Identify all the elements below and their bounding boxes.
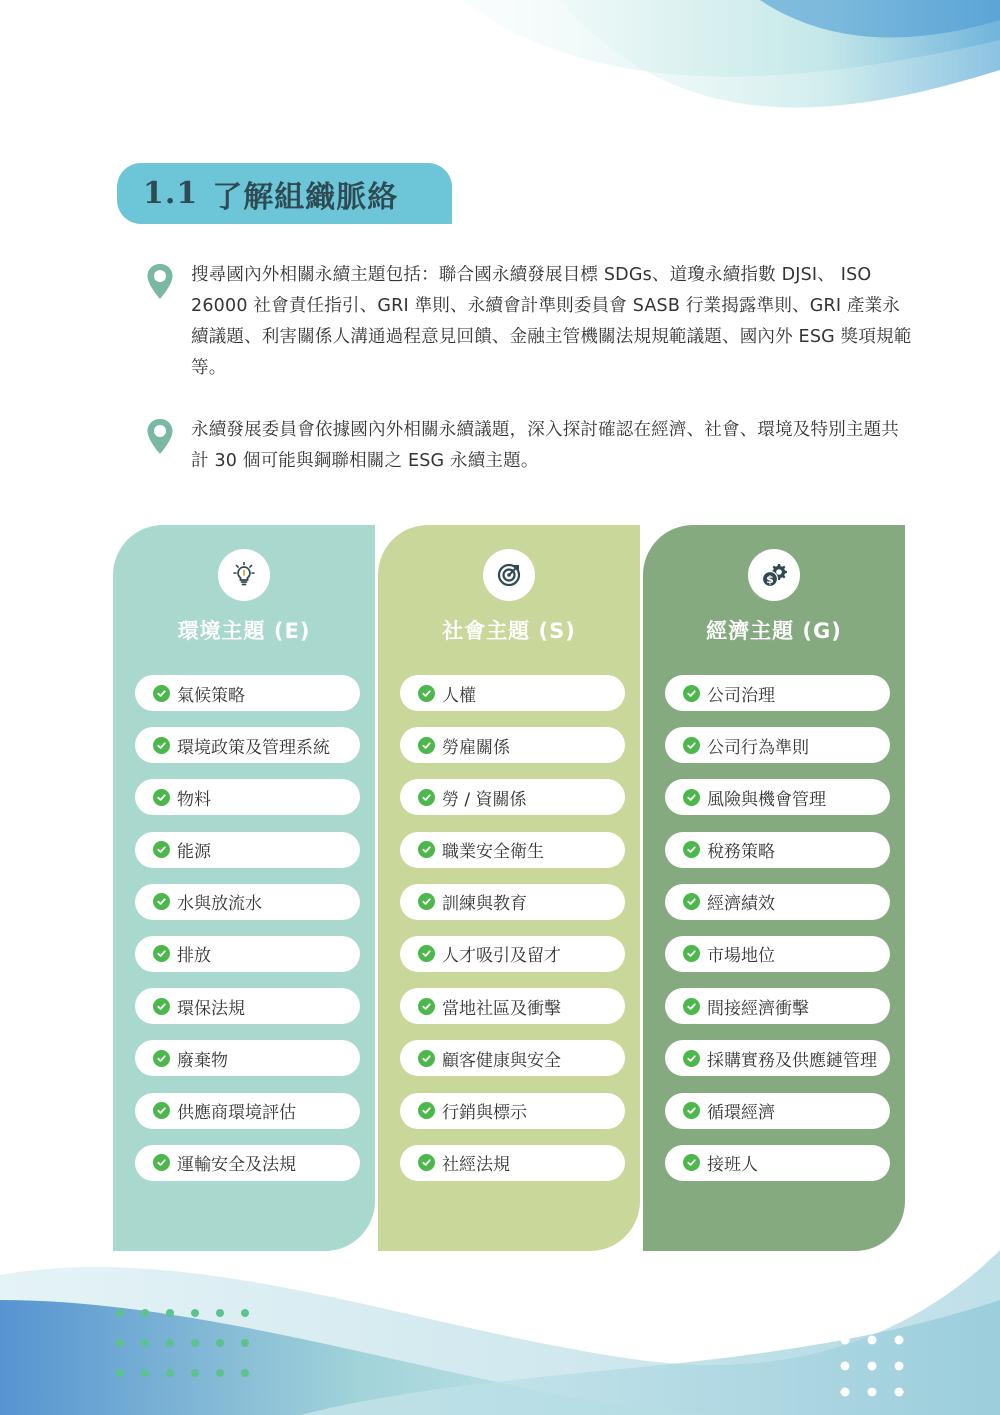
list-item: 人權	[400, 675, 625, 711]
social-column	[378, 525, 640, 1251]
list-item: 經濟績效	[665, 884, 890, 920]
list-item: 市場地位	[665, 936, 890, 972]
list-item: 氣候策略	[135, 675, 360, 711]
section-title-bar	[117, 163, 452, 224]
check-icon	[683, 789, 700, 806]
check-icon	[418, 841, 435, 858]
list-item: 採購實務及供應鏈管理	[665, 1040, 890, 1076]
list-item: 運輸安全及法規	[135, 1145, 360, 1181]
check-icon	[418, 1102, 435, 1119]
check-icon	[153, 998, 170, 1015]
list-item: 風險與機會管理	[665, 779, 890, 815]
check-icon	[683, 685, 700, 702]
money-gear-icon	[748, 549, 800, 601]
list-item: 物料	[135, 779, 360, 815]
list-item: 行銷與標示	[400, 1093, 625, 1129]
list-item: 職業安全衛生	[400, 832, 625, 868]
list-item: 稅務策略	[665, 832, 890, 868]
paragraph-2	[145, 415, 915, 477]
check-icon	[683, 998, 700, 1015]
check-icon	[418, 685, 435, 702]
column-title: 環境主題 (E)	[177, 619, 311, 643]
list-item: 接班人	[665, 1145, 890, 1181]
check-icon	[683, 1102, 700, 1119]
check-icon	[683, 893, 700, 910]
section-number: 1.1	[143, 176, 199, 211]
svg-text:$: $	[766, 573, 774, 586]
topic-list	[400, 675, 625, 1197]
check-icon	[418, 998, 435, 1015]
check-icon	[683, 1154, 700, 1171]
check-icon	[153, 1102, 170, 1119]
check-icon	[683, 841, 700, 858]
check-icon	[683, 737, 700, 754]
check-icon	[418, 1154, 435, 1171]
list-item: 顧客健康與安全	[400, 1040, 625, 1076]
list-item: 人才吸引及留才	[400, 936, 625, 972]
column-title: 社會主題 (S)	[442, 619, 576, 643]
list-item: 訓練與教育	[400, 884, 625, 920]
location-pin-icon	[145, 417, 175, 457]
check-icon	[683, 1050, 700, 1067]
check-icon	[153, 841, 170, 858]
paragraph-1	[145, 260, 915, 384]
check-icon	[418, 1050, 435, 1067]
check-icon	[153, 893, 170, 910]
check-icon	[153, 685, 170, 702]
white-dot-grid	[841, 1258, 904, 1397]
location-pin-icon	[145, 262, 175, 302]
list-item: 間接經濟衝擊	[665, 988, 890, 1024]
environment-column	[113, 525, 375, 1251]
check-icon	[153, 737, 170, 754]
check-icon	[153, 1154, 170, 1171]
list-item: 循環經濟	[665, 1093, 890, 1129]
list-item: 社經法規	[400, 1145, 625, 1181]
check-icon	[418, 945, 435, 962]
check-icon	[153, 1050, 170, 1067]
check-icon	[153, 789, 170, 806]
lightbulb-icon	[218, 549, 270, 601]
list-item: 公司治理	[665, 675, 890, 711]
list-item: 勞 / 資關係	[400, 779, 625, 815]
check-icon	[418, 737, 435, 754]
target-icon	[483, 549, 535, 601]
check-icon	[418, 789, 435, 806]
column-title: 經濟主題 (G)	[706, 619, 842, 643]
topic-list	[135, 675, 360, 1197]
list-item: 供應商環境評估	[135, 1093, 360, 1129]
green-dot-grid	[116, 1309, 249, 1377]
economic-column	[643, 525, 905, 1251]
list-item: 環境政策及管理系統	[135, 727, 360, 763]
section-title: 了解組織脈絡	[212, 179, 399, 215]
bottom-wave	[0, 1250, 1000, 1415]
check-icon	[153, 945, 170, 962]
list-item: 水與放流水	[135, 884, 360, 920]
list-item: 環保法規	[135, 988, 360, 1024]
list-item: 勞雇關係	[400, 727, 625, 763]
check-icon	[683, 945, 700, 962]
check-icon	[418, 893, 435, 910]
list-item: 排放	[135, 936, 360, 972]
list-item: 公司行為準則	[665, 727, 890, 763]
topic-list	[665, 675, 890, 1197]
paragraph-1-text: 搜尋國內外相關永續主題包括：聯合國永續發展目標 SDGs、道瓊永續指數 DJSI、 ISO 26000 社會責任指引、GRI 準則、永續會計準則委員會 SASB 行業揭露準則、GRI 產業永續議題、利害關係人溝通過程意見回饋、金融主管機關法規規範議題、國內外 ESG 獎項規範等。	[191, 265, 912, 378]
top-wave	[460, 0, 1000, 77]
list-item: 當地社區及衝擊	[400, 988, 625, 1024]
list-item: 能源	[135, 832, 360, 868]
list-item: 廢棄物	[135, 1040, 360, 1076]
paragraph-2-text: 永續發展委員會依據國內外相關永續議題，深入探討確認在經濟、社會、環境及特別主題共計 30 個可能與鋼聯相關之 ESG 永續主題。	[191, 420, 899, 471]
